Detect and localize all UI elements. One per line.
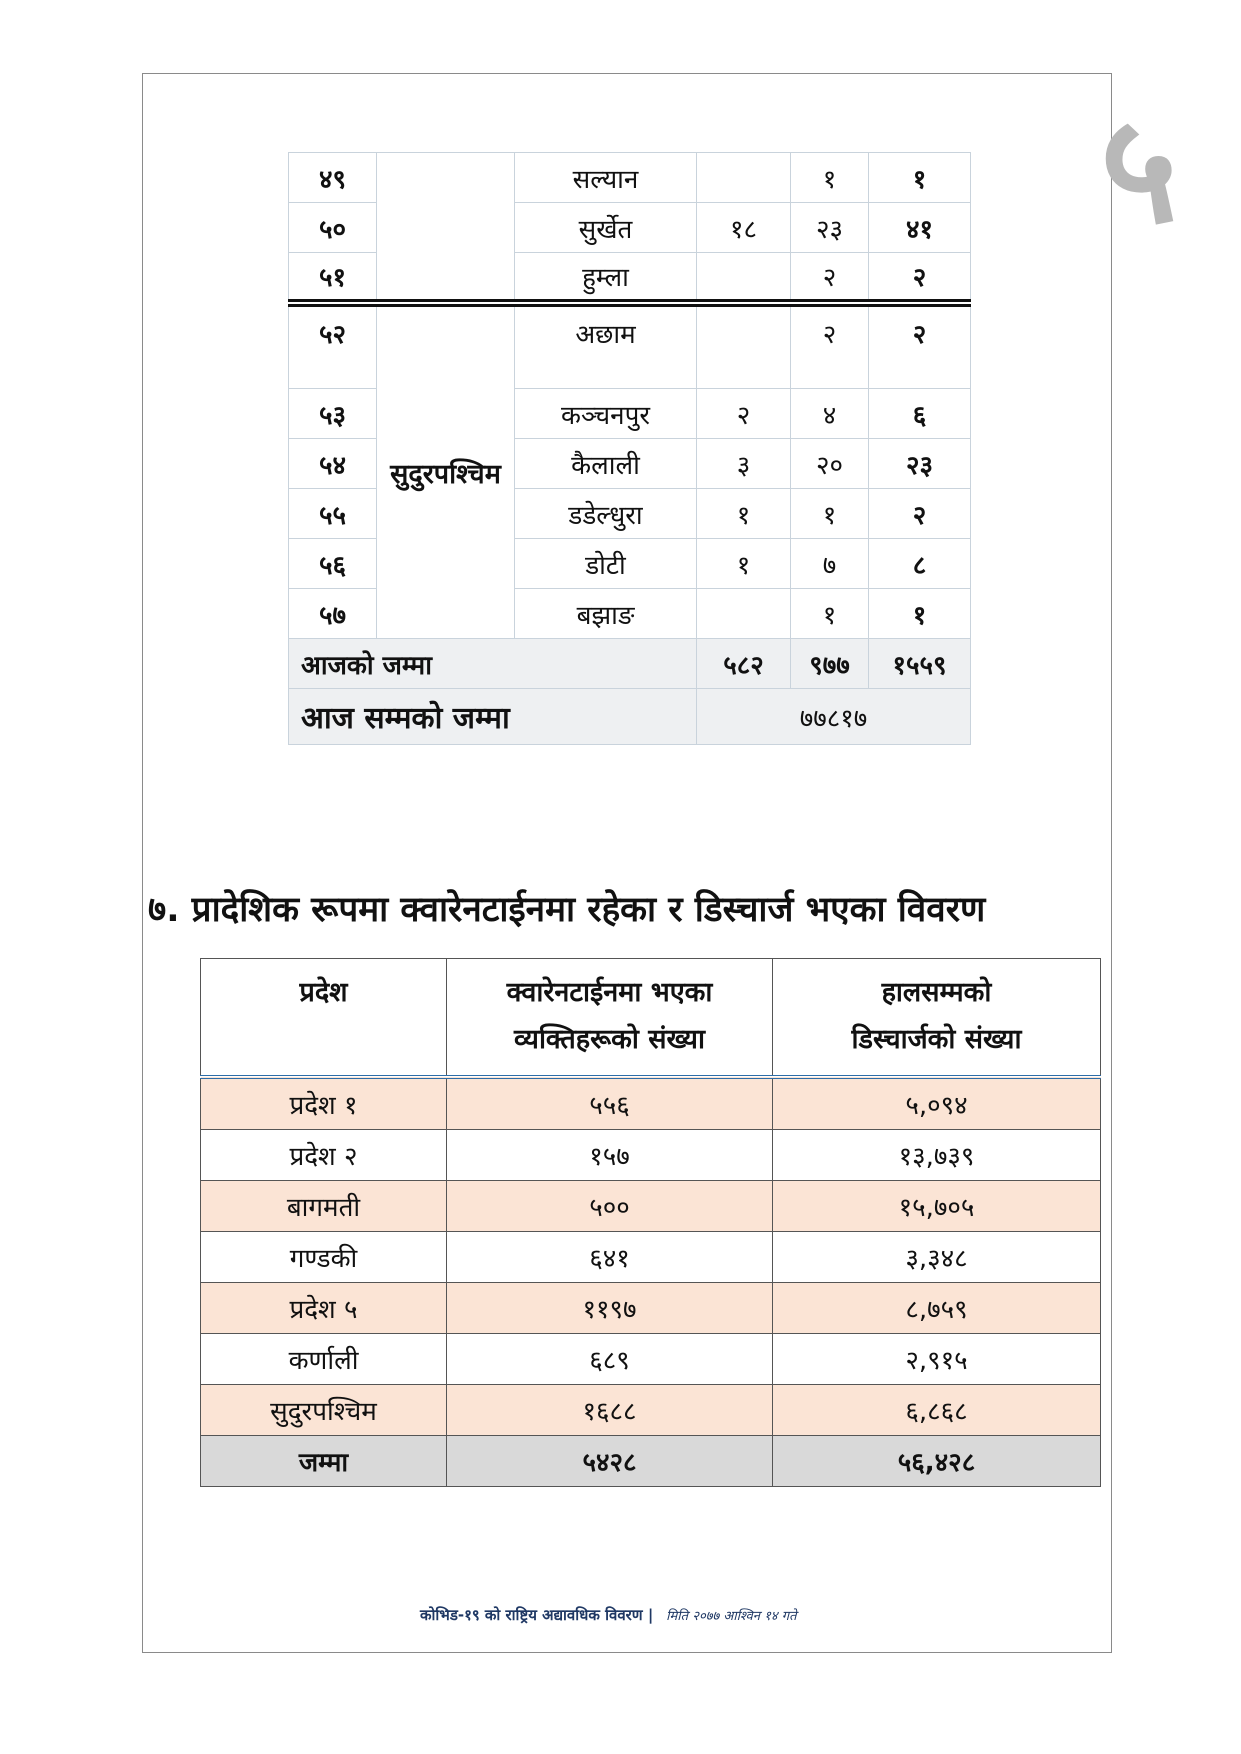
today-total-label: आजको जम्मा: [289, 639, 697, 689]
value-a: [697, 589, 791, 639]
serial-number: ५४: [289, 439, 377, 489]
header-quarantine-line2: व्यक्तिहरूको संख्या: [514, 1024, 705, 1056]
table-row: [289, 153, 971, 203]
today-total-c: १५५९: [869, 639, 971, 689]
table-row: [201, 1231, 1101, 1282]
value-a: २: [697, 389, 791, 439]
today-total-b: ९७७: [791, 639, 869, 689]
discharge-cell: १५,७०५: [773, 1180, 1101, 1231]
district-name: कैलाली: [515, 439, 697, 489]
header-quarantine: [447, 959, 773, 1077]
discharge-cell: ३,३४८: [773, 1231, 1101, 1282]
total-row: [201, 1435, 1101, 1486]
value-total: १: [869, 589, 971, 639]
value-b: १: [791, 153, 869, 203]
district-name: डडेल्धुरा: [515, 489, 697, 539]
value-a: [697, 303, 791, 389]
serial-number: ५५: [289, 489, 377, 539]
district-name: कञ्चनपुर: [515, 389, 697, 439]
value-b: १: [791, 489, 869, 539]
district-table: [288, 152, 971, 745]
header-discharge-line1: हालसम्मको: [881, 977, 992, 1008]
province-cell: प्रदेश १: [201, 1077, 447, 1130]
district-name: अछाम: [515, 303, 697, 389]
quarantine-cell: ६४१: [447, 1231, 773, 1282]
table-row: [201, 1282, 1101, 1333]
quarantine-table: [200, 958, 1101, 1487]
value-total: ६: [869, 389, 971, 439]
district-name: बझाङ: [515, 589, 697, 639]
value-b: २०: [791, 439, 869, 489]
value-b: २: [791, 303, 869, 389]
province-name: सुदुरपश्चिम: [377, 303, 515, 639]
serial-number: ५२: [289, 303, 377, 389]
header-discharge: [773, 959, 1101, 1077]
value-total: २: [869, 489, 971, 539]
table-row: [201, 1077, 1101, 1130]
district-name: हुम्ला: [515, 253, 697, 303]
district-name: सुर्खेत: [515, 203, 697, 253]
value-a: [697, 253, 791, 303]
table-row: [289, 303, 971, 389]
discharge-cell: २,९१५: [773, 1333, 1101, 1384]
value-total: २: [869, 253, 971, 303]
today-total-row: [289, 639, 971, 689]
footer-date: मिति २०७७ आश्विन १४ गते: [666, 1609, 797, 1624]
province-cell: प्रदेश ५: [201, 1282, 447, 1333]
serial-number: ४९: [289, 153, 377, 203]
header-province: प्रदेश: [201, 959, 447, 1077]
serial-number: ५७: [289, 589, 377, 639]
footer-title: कोभिड-१९ को राष्ट्रिय अद्यावधिक विवरण |: [420, 1606, 654, 1624]
province-cell: कर्णाली: [201, 1333, 447, 1384]
total-label: जम्मा: [201, 1435, 447, 1486]
province-cell: प्रदेश २: [201, 1129, 447, 1180]
value-total: २: [869, 303, 971, 389]
header-discharge-line2: डिस्चार्जको संख्या: [851, 1024, 1022, 1056]
discharge-cell: ५,०९४: [773, 1077, 1101, 1130]
province-cell: बागमती: [201, 1180, 447, 1231]
quarantine-cell: ५५६: [447, 1077, 773, 1130]
today-total-a: ५८२: [697, 639, 791, 689]
table-row: [201, 1384, 1101, 1435]
serial-number: ५१: [289, 253, 377, 303]
table-row: [201, 1180, 1101, 1231]
total-discharge: ५६,४२८: [773, 1435, 1101, 1486]
section-heading: ७. प्रादेशिक रूपमा क्वारेनटाईनमा रहेका र डिस्चार्ज भएका विवरण: [148, 890, 986, 930]
value-a: १८: [697, 203, 791, 253]
footer: [420, 1605, 797, 1625]
cumulative-total-value: ७७८१७: [697, 689, 971, 745]
discharge-cell: १३,७३९: [773, 1129, 1101, 1180]
header-row: [201, 959, 1101, 1077]
serial-number: ५३: [289, 389, 377, 439]
district-name: सल्यान: [515, 153, 697, 203]
cumulative-total-label: आज सम्मको जम्मा: [289, 689, 697, 745]
value-total: २३: [869, 439, 971, 489]
province-cell-blank: [377, 153, 515, 303]
serial-number: ५०: [289, 203, 377, 253]
value-a: ३: [697, 439, 791, 489]
table-row: [201, 1129, 1101, 1180]
province-cell: सुदुरपश्चिम: [201, 1384, 447, 1435]
value-b: २: [791, 253, 869, 303]
value-total: ४१: [869, 203, 971, 253]
total-quarantine: ५४२८: [447, 1435, 773, 1486]
discharge-cell: ६,८६८: [773, 1384, 1101, 1435]
province-cell: गण्डकी: [201, 1231, 447, 1282]
value-b: २३: [791, 203, 869, 253]
value-b: ७: [791, 539, 869, 589]
value-a: [697, 153, 791, 203]
header-quarantine-line1: क्वारेनटाईनमा भएका: [506, 977, 713, 1008]
quarantine-cell: ११९७: [447, 1282, 773, 1333]
discharge-cell: ८,७५९: [773, 1282, 1101, 1333]
table-row: [201, 1333, 1101, 1384]
value-a: १: [697, 489, 791, 539]
quarantine-cell: १५७: [447, 1129, 773, 1180]
value-total: १: [869, 153, 971, 203]
quarantine-cell: १६८८: [447, 1384, 773, 1435]
district-name: डोटी: [515, 539, 697, 589]
cumulative-total-row: [289, 689, 971, 745]
page-number: ५: [1100, 83, 1179, 257]
value-b: १: [791, 589, 869, 639]
serial-number: ५६: [289, 539, 377, 589]
quarantine-cell: ५००: [447, 1180, 773, 1231]
quarantine-cell: ६८९: [447, 1333, 773, 1384]
value-a: १: [697, 539, 791, 589]
value-total: ८: [869, 539, 971, 589]
value-b: ४: [791, 389, 869, 439]
